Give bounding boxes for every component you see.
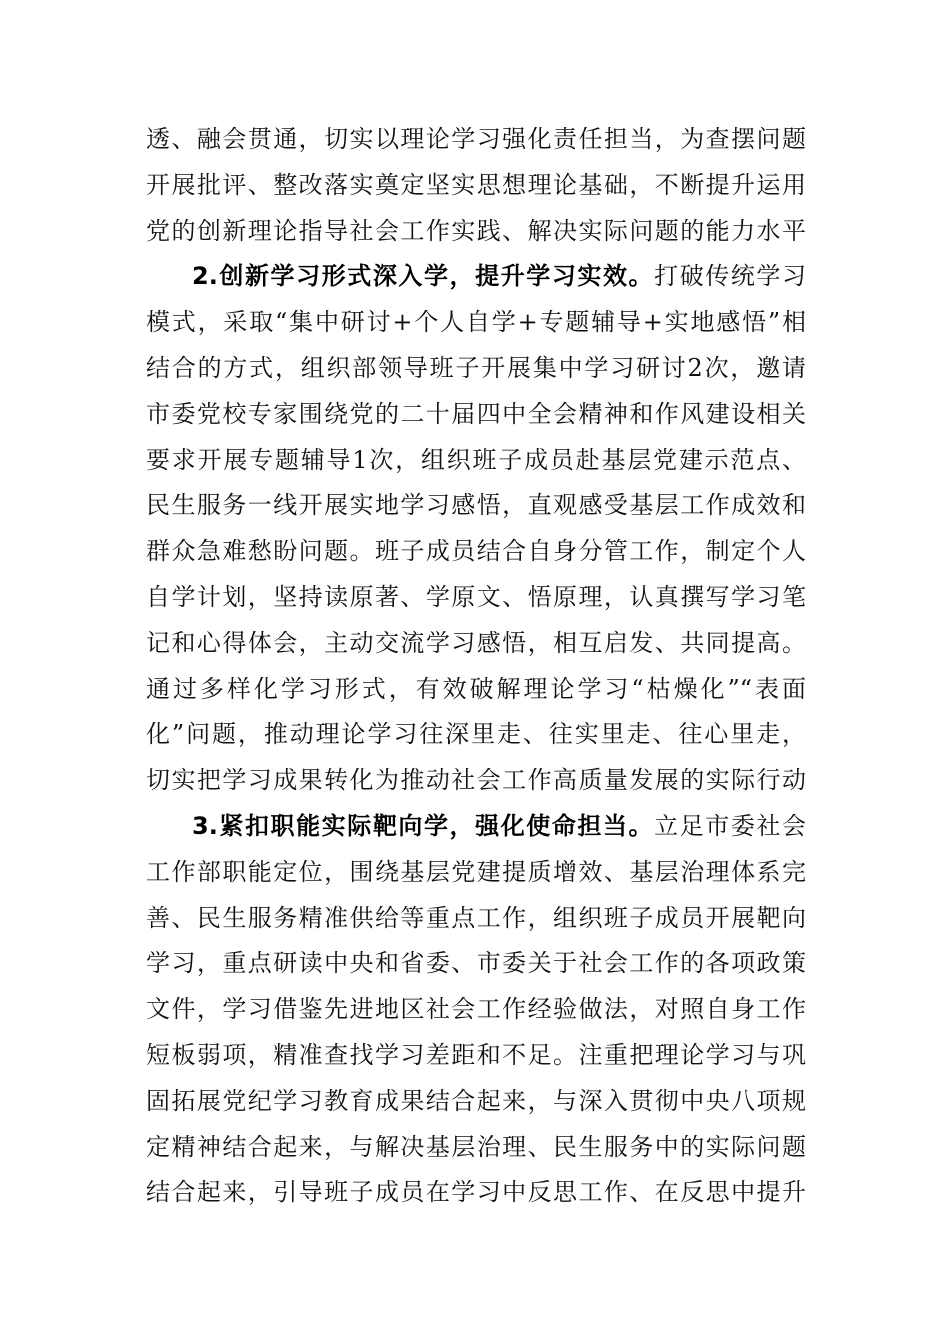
paragraph-lead-text: 立足市委社会 [654, 811, 806, 840]
body-line: 自学计划，坚持读原著、学原文、悟原理，认真撰写学习笔 [146, 582, 806, 611]
body-line: 固拓展党纪学习教育成果结合起来，与深入贯彻中央八项规 [146, 1086, 806, 1115]
body-line: 要求开展专题辅导1次，组织班子成员赴基层党建示范点、 [146, 445, 806, 474]
paragraph-3 [146, 804, 806, 1216]
body-line: 开展批评、整改落实奠定坚实思想理论基础，不断提升运用 [146, 170, 806, 199]
paragraph-2 [146, 254, 806, 804]
paragraph-first-line [146, 254, 806, 300]
body-line: 民生服务一线开展实地学习感悟，直观感受基层工作成效和 [146, 491, 806, 520]
body-line: 短板弱项，精准查找学习差距和不足。注重把理论学习与巩 [146, 1040, 806, 1069]
paragraph-heading: 3.紧扣职能实际靶向学，强化使命担当。 [192, 811, 655, 840]
document-body [146, 117, 806, 1216]
paragraph-first-line [146, 804, 806, 850]
body-line: 通过多样化学习形式，有效破解理论学习“枯燥化”“表面 [146, 674, 806, 703]
body-line: 学习，重点研读中央和省委、市委关于社会工作的各项政策 [146, 949, 806, 978]
paragraph-heading: 2.创新学习形式深入学，提升学习实效。 [192, 262, 655, 291]
body-line: 透、融会贯通，切实以理论学习强化责任担当，为查摆问题 [146, 125, 806, 153]
paragraph-continuation [146, 117, 806, 254]
body-line: 结合的方式，组织部领导班子开展集中学习研讨2次，邀请 [146, 353, 806, 382]
body-line: 化”问题，推动理论学习往深里走、往实里走、往心里走， [146, 720, 806, 749]
body-line: 文件，学习借鉴先进地区社会工作经验做法，对照自身工作 [146, 995, 806, 1024]
body-line: 记和心得体会，主动交流学习感悟，相互启发、共同提高。 [146, 628, 806, 657]
paragraph-lead-text: 打破传统学习 [654, 262, 806, 291]
body-line: 党的创新理论指导社会工作实践、解决实际问题的能力水平 [146, 216, 806, 245]
body-line: 模式，采取“集中研讨+个人自学+专题辅导+实地感悟”相 [146, 308, 806, 337]
body-line: 善、民生服务精准供给等重点工作，组织班子成员开展靶向 [146, 903, 806, 932]
body-line: 工作部职能定位，围绕基层党建提质增效、基层治理体系完 [146, 857, 806, 886]
body-line: 结合起来，引导班子成员在学习中反思工作、在反思中提升 [146, 1178, 806, 1207]
body-line: 群众急难愁盼问题。班子成员结合自身分管工作，制定个人 [146, 537, 806, 566]
body-line: 切实把学习成果转化为推动社会工作高质量发展的实际行动 [146, 766, 806, 795]
body-line: 市委党校专家围绕党的二十届四中全会精神和作风建设相关 [146, 399, 806, 428]
body-line: 定精神结合起来，与解决基层治理、民生服务中的实际问题 [146, 1132, 806, 1161]
